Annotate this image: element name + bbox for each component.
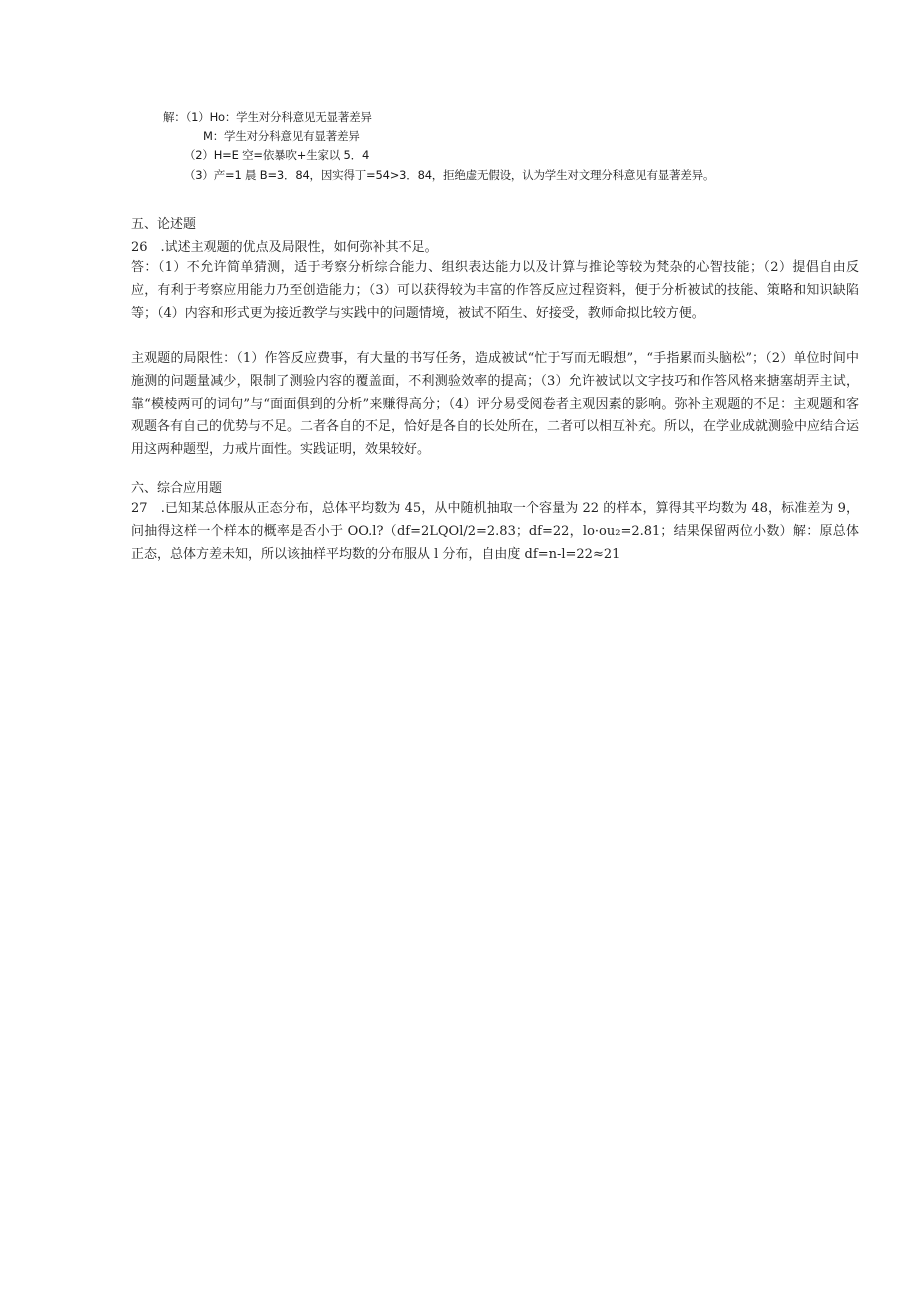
answer-26-advantages: 答：（1）不允许简单猜测，适于考察分析综合能力、组织表达能力以及计算与推论等较为梵杂的心智技能；（2）提倡自由反应，有利于考察应用能力乃至创造能力；（3）可以获得较为丰富的作答反应过程资料，便于分析被试的技能、策略和知识缺陷等；（4）内容和形式更为接近教学与实践中的问题情境，被试不陌生、好接受，教师命拟比较方便。 [131,260,859,321]
solution-hypothesis-h1: M：学生对分科意见有显著差异 [203,129,360,143]
solution-step-2: （2）H=E 空=依暴吹+生家以 5．4 [184,148,370,162]
solution-hypothesis-h0: 解：（1）Ho：学生对分科意见无显著差异 [163,110,372,124]
answer-26-limitations: 主观题的局限性：（1）作答反应费事，有大量的书写任务，造成被试“忙于写而无暇想”，“手指累而头脑松”；（2）单位时间中施测的问题量减少，限制了测验内容的覆盖面，不利测验效率的提高；（3）允许被试以文字技巧和作答风格来搪塞胡弄主试，靠“模棱两可的词句”与“面面俱到的分析”来赚得高分；（4）评分易受阅卷者主观因素的影响。弥补主观题的不足：主观题和客观题各有自己的优势与不足。二者各自的不足，恰好是各自的长处所在，二者可以相互补充。所以，在学业成就测验中应结合运用这两种题型，力戒片面性。实践证明，效果较好。 [131,351,860,458]
solution-step-3: （3）产=1 晨 B=3．84，因实得丁=54>3．84，拒绝虚无假设，认为学生对文理分科意见有显著差异。 [184,168,715,182]
question-27: 27 .已知某总体服从正态分布，总体平均数为 45，从中随机抽取一个容量为 22 的样本，算得其平均数为 48，标准差为 9，问抽得这样一个样本的概率是否小于 OO.l?（df=2LQOl/2=2.83；df=22，lo·ou₂=2.81；结果保留两位小数）解：原总体正态，总体方差未知，所以该抽样平均数的分布服从 l 分布，自由度 df=n-l=22≈21 [131,501,859,562]
section6-heading: 六、综合应用题 [131,481,223,496]
section5-heading: 五、论述题 [131,217,197,232]
question-26: 26 .试述主观题的优点及局限性，如何弥补其不足。 [131,240,438,255]
